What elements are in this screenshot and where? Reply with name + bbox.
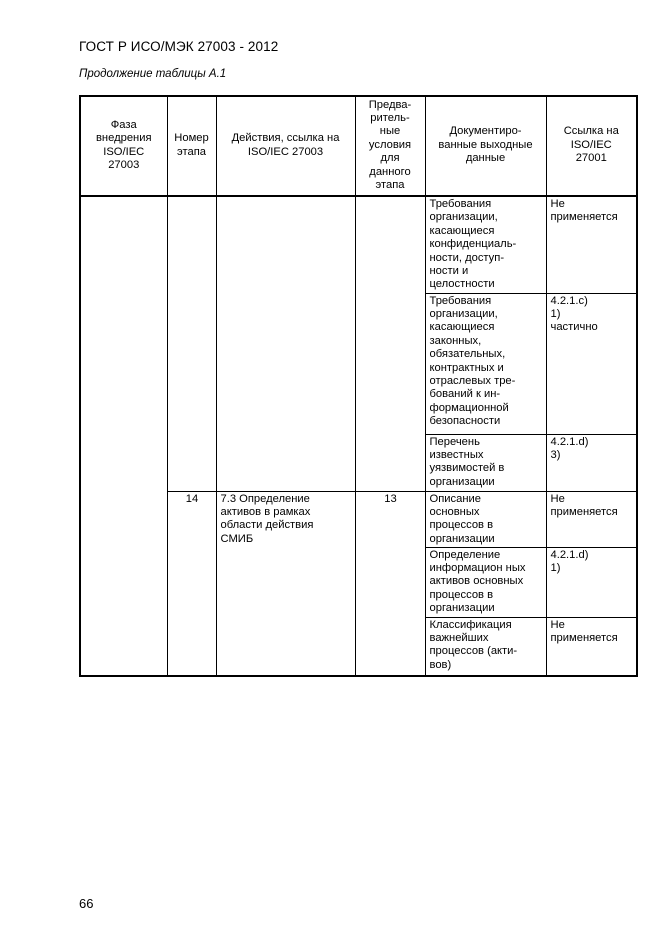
cell-line: известных bbox=[429, 448, 484, 461]
output-cell bbox=[425, 491, 546, 547]
cell-line: 3) bbox=[550, 448, 561, 461]
cell-line: формационной bbox=[429, 401, 509, 414]
header-actions bbox=[216, 96, 355, 196]
cell-line: 4.2.1.d) bbox=[550, 548, 589, 561]
cell-line: области действия bbox=[220, 519, 314, 532]
cell-line: отраслевых тре- bbox=[429, 374, 516, 387]
page-number: 66 bbox=[79, 896, 94, 911]
cell-line: 4.2.1.c) bbox=[550, 294, 588, 307]
cell-line: Описание bbox=[429, 492, 481, 505]
phase-cell bbox=[80, 491, 167, 676]
cell-line: ритель- bbox=[370, 111, 410, 124]
cell-line: процессов в bbox=[429, 588, 494, 601]
output-cell bbox=[425, 547, 546, 617]
cell-line: активов в рамках bbox=[220, 505, 311, 518]
cell-line: организации bbox=[429, 602, 495, 615]
cell-line: законных, bbox=[429, 334, 482, 347]
action-cell bbox=[216, 434, 355, 491]
cell-line: применяется bbox=[550, 211, 618, 224]
table-body bbox=[80, 196, 637, 676]
cell-line: касающиеся bbox=[429, 224, 495, 237]
cell-line: Предва- bbox=[368, 98, 412, 111]
main-table bbox=[79, 95, 638, 677]
cell-line: организации, bbox=[429, 307, 498, 320]
cell-line: применяется bbox=[550, 631, 618, 644]
cell-line: безопасности bbox=[429, 415, 501, 428]
step-number-cell bbox=[167, 434, 216, 491]
cell-line: основных bbox=[429, 505, 480, 518]
cell-line: данные bbox=[465, 152, 506, 165]
prerequisite-cell bbox=[355, 434, 425, 491]
document-header: ГОСТ Р ИСО/МЭК 27003 - 2012 bbox=[79, 39, 279, 54]
cell-line: ванные выходные bbox=[438, 138, 533, 151]
cell-line: информацион ных bbox=[429, 561, 526, 574]
cell-line: внедрения bbox=[95, 132, 152, 145]
cell-line: для bbox=[380, 152, 400, 165]
cell-line: 1) bbox=[550, 561, 561, 574]
step-number-cell bbox=[167, 293, 216, 434]
cell-line: касающиеся bbox=[429, 321, 495, 334]
action-cell bbox=[216, 293, 355, 434]
cell-line: бований к ин- bbox=[429, 388, 501, 401]
cell-line: этапа bbox=[375, 179, 405, 192]
cell-line: организации bbox=[429, 475, 495, 488]
cell-line: ISO/IEC bbox=[103, 145, 145, 158]
cell-line: ISO/IEC 27003 bbox=[247, 145, 324, 158]
cell-line: ности, доступ- bbox=[429, 251, 505, 264]
cell-line: условия bbox=[368, 138, 412, 151]
cell-line: процессов в bbox=[429, 519, 494, 532]
table-row bbox=[80, 196, 637, 293]
cell-line: ISO/IEC bbox=[570, 138, 612, 151]
cell-line: активов основных bbox=[429, 575, 524, 588]
header-step-number bbox=[167, 96, 216, 196]
cell-line: применяется bbox=[550, 505, 618, 518]
table-header bbox=[80, 96, 637, 196]
cell-line: 27003 bbox=[108, 158, 140, 171]
table-row bbox=[80, 434, 637, 491]
cell-line: 27001 bbox=[575, 152, 607, 165]
output-cell bbox=[425, 434, 546, 491]
cell-line: Не bbox=[550, 198, 565, 210]
cell-line: процессов (акти- bbox=[429, 645, 518, 658]
reference-cell bbox=[546, 617, 637, 676]
cell-line: контрактных и bbox=[429, 361, 504, 374]
cell-line: ности и bbox=[429, 265, 469, 278]
header-prerequisites bbox=[355, 96, 425, 196]
cell-line: Действия, ссылка на bbox=[231, 132, 340, 145]
action-cell bbox=[216, 491, 355, 676]
cell-line: важнейших bbox=[429, 631, 489, 644]
cell-line: обязательных, bbox=[429, 348, 506, 361]
cell-line: целостности bbox=[429, 278, 495, 291]
prerequisite-cell: 13 bbox=[355, 491, 425, 676]
cell-line: частично bbox=[550, 321, 598, 334]
cell-line: Не bbox=[550, 618, 565, 631]
phase-cell bbox=[80, 196, 167, 293]
cell-line: Определение bbox=[429, 548, 501, 561]
reference-cell bbox=[546, 547, 637, 617]
cell-line: данного bbox=[369, 165, 411, 178]
table-row bbox=[80, 293, 637, 434]
reference-cell bbox=[546, 196, 637, 293]
output-cell bbox=[425, 293, 546, 434]
cell-line: Перечень bbox=[429, 435, 480, 448]
reference-cell bbox=[546, 434, 637, 491]
cell-line: организации bbox=[429, 532, 495, 545]
cell-line: Документиро- bbox=[449, 125, 522, 138]
step-number-cell bbox=[167, 196, 216, 293]
cell-line: ные bbox=[379, 125, 401, 138]
action-cell bbox=[216, 196, 355, 293]
reference-cell bbox=[546, 293, 637, 434]
phase-cell bbox=[80, 293, 167, 434]
cell-line: Требования bbox=[429, 198, 492, 210]
cell-line: Классификация bbox=[429, 618, 512, 631]
cell-line: конфиденциаль- bbox=[429, 238, 517, 251]
output-cell bbox=[425, 617, 546, 676]
header-outputs bbox=[425, 96, 546, 196]
reference-cell bbox=[546, 491, 637, 547]
table-row bbox=[80, 491, 637, 547]
cell-line: СМИБ bbox=[220, 532, 254, 545]
cell-line: 7.3 Определение bbox=[220, 492, 310, 505]
cell-line: Фаза bbox=[110, 118, 137, 131]
cell-line: Номер bbox=[174, 132, 209, 145]
cell-line: 1) bbox=[550, 307, 561, 320]
header-reference bbox=[546, 96, 637, 196]
cell-line: организации, bbox=[429, 211, 498, 224]
table-caption: Продолжение таблицы А.1 bbox=[79, 68, 227, 80]
cell-line: Не bbox=[550, 492, 565, 505]
cell-line: 4.2.1.d) bbox=[550, 435, 589, 448]
cell-line: Ссылка на bbox=[563, 125, 619, 138]
prerequisite-cell bbox=[355, 196, 425, 293]
output-cell bbox=[425, 196, 546, 293]
step-number-cell: 14 bbox=[167, 491, 216, 676]
phase-cell bbox=[80, 434, 167, 491]
cell-line: Требования bbox=[429, 294, 492, 307]
cell-line: этапа bbox=[177, 145, 206, 158]
cell-line: вов) bbox=[429, 658, 452, 671]
prerequisite-cell bbox=[355, 293, 425, 434]
cell-line: уязвимостей в bbox=[429, 462, 505, 475]
header-phase bbox=[80, 96, 167, 196]
